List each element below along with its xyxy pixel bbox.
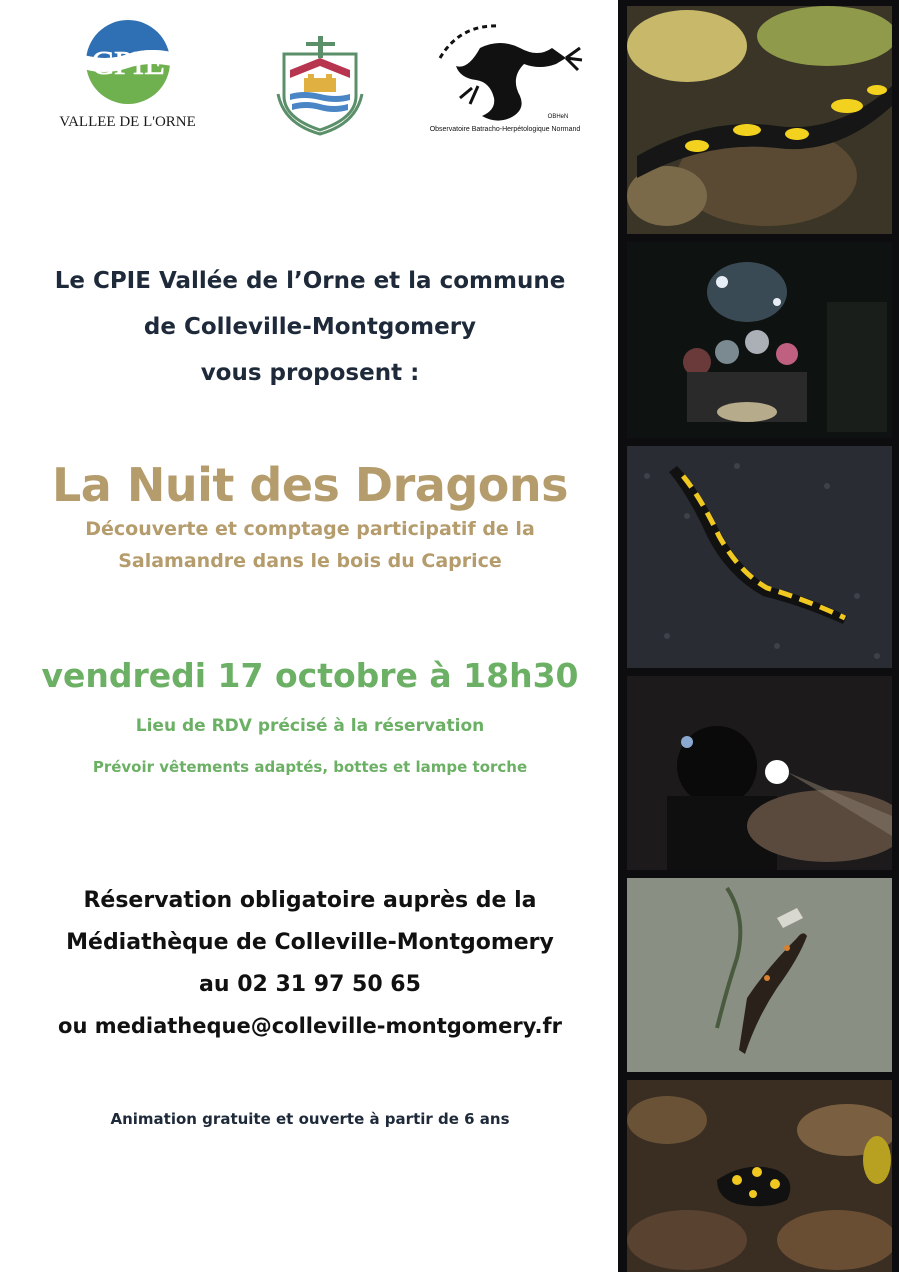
event-subtitle-line-1: Découverte et comptage participatif de la [85, 518, 535, 540]
obhen-logo [420, 18, 590, 140]
svg-text:CPIE: CPIE [91, 45, 165, 82]
intro-line-1: Le CPIE Vallée de l’Orne et la commune [54, 268, 566, 294]
obhen-name: Observatoire Batracho-Herpétologique Normand [429, 126, 581, 133]
footer-note: Animation gratuite et ouverte à partir de 6 ans [110, 1110, 510, 1128]
cpie-logo [40, 18, 215, 138]
obhen-acronym: OBHeN [547, 114, 569, 120]
cpie-emblem-icon [40, 18, 215, 108]
intro-line-2: de Colleville-Montgomery [143, 314, 477, 340]
cpie-caption: VALLEE DE L'ORNE [59, 114, 196, 130]
photo-children-torch [627, 676, 892, 870]
event-location: Lieu de RDV précisé à la réservation [135, 716, 485, 736]
reservation-phone: au 02 31 97 50 65 [199, 972, 421, 997]
event-title: La Nuit des Dragons [52, 458, 568, 512]
photo-strip [618, 0, 899, 1272]
salamander-logo-icon [420, 18, 590, 140]
event-date-time: vendredi 17 octobre à 18h30 [41, 656, 579, 695]
event-subtitle-line-2: Salamandre dans le bois du Caprice [118, 550, 502, 572]
photo-salamander-leaves [627, 6, 892, 234]
photo-salamander-ground [627, 446, 892, 668]
coat-of-arms-icon [274, 34, 366, 138]
intro-line-3: vous proposent : [200, 360, 420, 386]
photo-newt-water [627, 878, 892, 1072]
commune-coat-of-arms [274, 34, 366, 138]
reservation-email: ou mediatheque@colleville-montgomery.fr [58, 1014, 562, 1038]
photo-salamander-leaves-2 [627, 1080, 892, 1272]
reservation-line-1: Réservation obligatoire auprès de la [83, 888, 537, 913]
reservation-line-2: Médiathèque de Colleville-Montgomery [66, 930, 554, 955]
event-equipment: Prévoir vêtements adaptés, bottes et lampe torche [92, 758, 528, 776]
photo-group-night [627, 242, 892, 438]
